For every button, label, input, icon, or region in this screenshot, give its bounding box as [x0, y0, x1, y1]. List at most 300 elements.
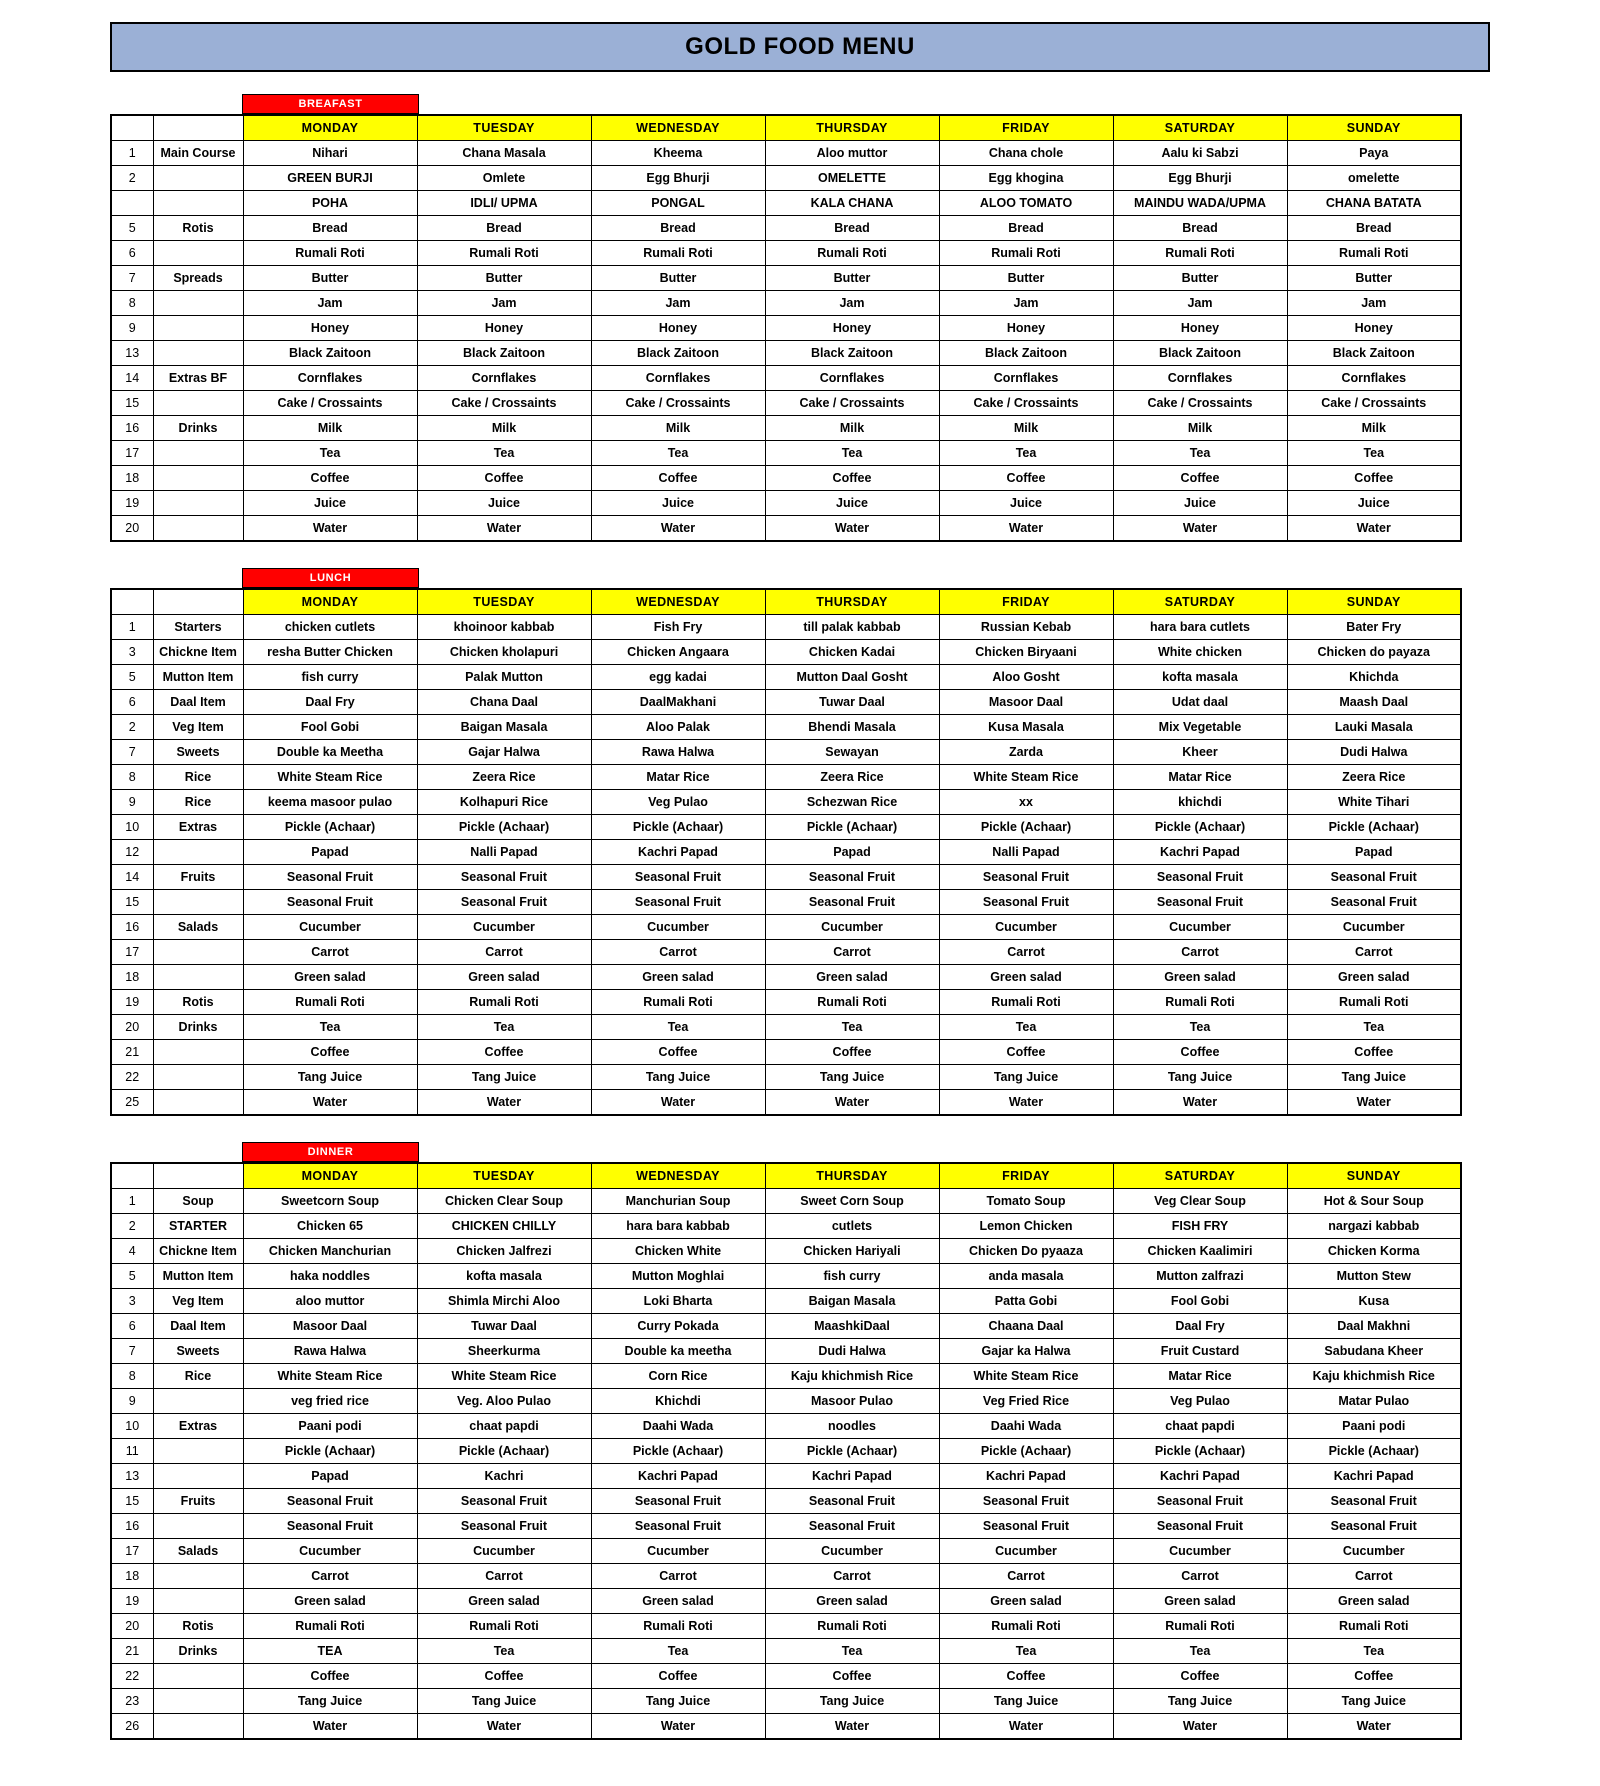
- table-row: [111, 1439, 1461, 1464]
- menu-item-cell: Carrot: [939, 1564, 1113, 1589]
- row-index: 6: [111, 1314, 153, 1339]
- row-category: [153, 316, 243, 341]
- menu-item-cell: Kolhapuri Rice: [417, 790, 591, 815]
- menu-item-cell: Cucumber: [939, 915, 1113, 940]
- table-row: [111, 690, 1461, 715]
- menu-item-cell: Carrot: [243, 940, 417, 965]
- table-row: [111, 1539, 1461, 1564]
- menu-item-cell: Tea: [243, 1015, 417, 1040]
- table-row: [111, 740, 1461, 765]
- section-tag-row: [110, 1142, 1490, 1162]
- menu-item-cell: Tang Juice: [939, 1065, 1113, 1090]
- menu-item-cell: Mix Vegetable: [1113, 715, 1287, 740]
- row-category: [153, 1664, 243, 1689]
- row-category: [153, 1439, 243, 1464]
- menu-item-cell: Seasonal Fruit: [591, 1489, 765, 1514]
- menu-item-cell: Pickle (Achaar): [417, 815, 591, 840]
- menu-item-cell: Coffee: [417, 466, 591, 491]
- menu-item-cell: Coffee: [1287, 1040, 1461, 1065]
- row-index: 26: [111, 1714, 153, 1740]
- menu-item-cell: Tea: [1287, 1015, 1461, 1040]
- menu-item-cell: Milk: [939, 416, 1113, 441]
- menu-item-cell: Jam: [1287, 291, 1461, 316]
- menu-item-cell: Seasonal Fruit: [1287, 1489, 1461, 1514]
- menu-item-cell: Cucumber: [1287, 1539, 1461, 1564]
- row-index: 8: [111, 1364, 153, 1389]
- menu-item-cell: MAINDU WADA/UPMA: [1113, 191, 1287, 216]
- table-row: [111, 241, 1461, 266]
- menu-item-cell: Seasonal Fruit: [417, 865, 591, 890]
- table-row: [111, 1015, 1461, 1040]
- menu-item-cell: Cornflakes: [1287, 366, 1461, 391]
- menu-item-cell: Juice: [591, 491, 765, 516]
- menu-item-cell: Sabudana Kheer: [1287, 1339, 1461, 1364]
- menu-item-cell: Masoor Daal: [243, 1314, 417, 1339]
- menu-table: [110, 1162, 1462, 1740]
- menu-item-cell: Rumali Roti: [591, 241, 765, 266]
- menu-item-cell: Veg Fried Rice: [939, 1389, 1113, 1414]
- menu-item-cell: Seasonal Fruit: [1113, 890, 1287, 915]
- menu-item-cell: Rumali Roti: [939, 990, 1113, 1015]
- menu-item-cell: Chicken do payaza: [1287, 640, 1461, 665]
- menu-item-cell: Pickle (Achaar): [939, 815, 1113, 840]
- row-index: 9: [111, 1389, 153, 1414]
- menu-item-cell: Carrot: [1113, 940, 1287, 965]
- menu-item-cell: Seasonal Fruit: [1287, 865, 1461, 890]
- table-row: [111, 1389, 1461, 1414]
- table-row: [111, 1464, 1461, 1489]
- menu-item-cell: Rumali Roti: [417, 1614, 591, 1639]
- header-day: MONDAY: [243, 1163, 417, 1189]
- menu-item-cell: Green salad: [1113, 1589, 1287, 1614]
- table-row: [111, 940, 1461, 965]
- menu-section: [110, 1142, 1490, 1740]
- row-category: Veg Item: [153, 715, 243, 740]
- header-day: MONDAY: [243, 589, 417, 615]
- menu-item-cell: Rumali Roti: [1287, 241, 1461, 266]
- menu-item-cell: Coffee: [591, 1664, 765, 1689]
- menu-item-cell: Carrot: [591, 1564, 765, 1589]
- tag-spacer-left: [110, 1142, 152, 1162]
- menu-item-cell: Coffee: [1113, 1040, 1287, 1065]
- menu-item-cell: Tang Juice: [1287, 1065, 1461, 1090]
- menu-item-cell: Water: [243, 1714, 417, 1740]
- menu-item-cell: Green salad: [243, 1589, 417, 1614]
- header-day: FRIDAY: [939, 589, 1113, 615]
- menu-item-cell: Aloo muttor: [765, 141, 939, 166]
- menu-item-cell: Coffee: [1287, 1664, 1461, 1689]
- row-index: 5: [111, 665, 153, 690]
- menu-item-cell: Paya: [1287, 141, 1461, 166]
- menu-item-cell: Rumali Roti: [1113, 241, 1287, 266]
- menu-item-cell: IDLI/ UPMA: [417, 191, 591, 216]
- row-category: [153, 441, 243, 466]
- menu-item-cell: Tang Juice: [1287, 1689, 1461, 1714]
- row-index: 7: [111, 266, 153, 291]
- menu-item-cell: Curry Pokada: [591, 1314, 765, 1339]
- menu-item-cell: Water: [1287, 1714, 1461, 1740]
- menu-item-cell: Daal Fry: [243, 690, 417, 715]
- menu-item-cell: Omlete: [417, 166, 591, 191]
- menu-item-cell: Green salad: [939, 965, 1113, 990]
- menu-item-cell: Tea: [765, 441, 939, 466]
- row-category: [153, 1090, 243, 1116]
- menu-item-cell: Coffee: [939, 1040, 1113, 1065]
- menu-item-cell: Veg Pulao: [1113, 1389, 1287, 1414]
- menu-item-cell: Cucumber: [591, 915, 765, 940]
- menu-item-cell: Gajar ka Halwa: [939, 1339, 1113, 1364]
- row-index: 14: [111, 865, 153, 890]
- menu-item-cell: Rumali Roti: [939, 1614, 1113, 1639]
- menu-item-cell: Fool Gobi: [243, 715, 417, 740]
- row-index: 17: [111, 1539, 153, 1564]
- menu-item-cell: White chicken: [1113, 640, 1287, 665]
- row-index: 14: [111, 366, 153, 391]
- menu-item-cell: haka noddles: [243, 1264, 417, 1289]
- menu-item-cell: Seasonal Fruit: [243, 1489, 417, 1514]
- menu-item-cell: Water: [1287, 1090, 1461, 1116]
- menu-item-cell: egg kadai: [591, 665, 765, 690]
- menu-item-cell: Milk: [243, 416, 417, 441]
- menu-item-cell: Coffee: [243, 466, 417, 491]
- header-day: THURSDAY: [765, 1163, 939, 1189]
- header-day: TUESDAY: [417, 1163, 591, 1189]
- row-category: [153, 291, 243, 316]
- menu-item-cell: Coffee: [765, 1040, 939, 1065]
- menu-item-cell: Carrot: [1287, 940, 1461, 965]
- row-category: [153, 1714, 243, 1740]
- row-index: 19: [111, 1589, 153, 1614]
- row-index: 20: [111, 1614, 153, 1639]
- row-index: 1: [111, 615, 153, 640]
- menu-item-cell: Masoor Pulao: [765, 1389, 939, 1414]
- menu-item-cell: Coffee: [591, 466, 765, 491]
- row-index: 20: [111, 516, 153, 542]
- menu-item-cell: Green salad: [1113, 965, 1287, 990]
- menu-item-cell: Matar Rice: [591, 765, 765, 790]
- row-category: [153, 466, 243, 491]
- header-day: SUNDAY: [1287, 115, 1461, 141]
- menu-item-cell: Tang Juice: [765, 1689, 939, 1714]
- menu-item-cell: White Steam Rice: [939, 765, 1113, 790]
- menu-item-cell: Sewayan: [765, 740, 939, 765]
- menu-item-cell: Chicken Manchurian: [243, 1239, 417, 1264]
- menu-item-cell: Rawa Halwa: [243, 1339, 417, 1364]
- menu-item-cell: Papad: [243, 1464, 417, 1489]
- menu-item-cell: Sweetcorn Soup: [243, 1189, 417, 1214]
- menu-item-cell: till palak kabbab: [765, 615, 939, 640]
- menu-item-cell: chicken cutlets: [243, 615, 417, 640]
- menu-item-cell: Milk: [1287, 416, 1461, 441]
- row-category: [153, 1689, 243, 1714]
- header-day: THURSDAY: [765, 589, 939, 615]
- header-day: MONDAY: [243, 115, 417, 141]
- menu-item-cell: Water: [939, 1714, 1113, 1740]
- menu-item-cell: Tang Juice: [243, 1689, 417, 1714]
- row-index: 19: [111, 990, 153, 1015]
- menu-item-cell: Kheer: [1113, 740, 1287, 765]
- menu-item-cell: Kheema: [591, 141, 765, 166]
- menu-item-cell: Chicken Jalfrezi: [417, 1239, 591, 1264]
- menu-item-cell: Papad: [243, 840, 417, 865]
- table-row: [111, 191, 1461, 216]
- menu-item-cell: Dudi Halwa: [1287, 740, 1461, 765]
- header-day: SUNDAY: [1287, 1163, 1461, 1189]
- menu-item-cell: Honey: [591, 316, 765, 341]
- table-row: [111, 1065, 1461, 1090]
- row-category: [153, 491, 243, 516]
- menu-item-cell: Kachri Papad: [1113, 1464, 1287, 1489]
- row-category: Rotis: [153, 216, 243, 241]
- table-row: [111, 1714, 1461, 1740]
- row-index: 13: [111, 1464, 153, 1489]
- row-category: [153, 1389, 243, 1414]
- menu-item-cell: Seasonal Fruit: [243, 890, 417, 915]
- menu-item-cell: Tang Juice: [591, 1065, 765, 1090]
- header-day: SUNDAY: [1287, 589, 1461, 615]
- menu-item-cell: Juice: [243, 491, 417, 516]
- row-category: Chickne Item: [153, 640, 243, 665]
- menu-item-cell: FISH FRY: [1113, 1214, 1287, 1239]
- table-row: [111, 1489, 1461, 1514]
- menu-item-cell: Cucumber: [765, 915, 939, 940]
- row-index: 17: [111, 441, 153, 466]
- row-category: Soup: [153, 1189, 243, 1214]
- menu-item-cell: Seasonal Fruit: [1287, 890, 1461, 915]
- row-category: STARTER: [153, 1214, 243, 1239]
- menu-item-cell: Cucumber: [939, 1539, 1113, 1564]
- menu-item-cell: Loki Bharta: [591, 1289, 765, 1314]
- menu-item-cell: CHANA BATATA: [1287, 191, 1461, 216]
- menu-item-cell: Kachri Papad: [591, 840, 765, 865]
- menu-item-cell: Chana Masala: [417, 141, 591, 166]
- menu-item-cell: Chaana Daal: [939, 1314, 1113, 1339]
- menu-item-cell: Green salad: [243, 965, 417, 990]
- menu-item-cell: Butter: [243, 266, 417, 291]
- menu-item-cell: Zeera Rice: [417, 765, 591, 790]
- menu-item-cell: Milk: [1113, 416, 1287, 441]
- menu-item-cell: Green salad: [417, 1589, 591, 1614]
- table-header-row: [111, 589, 1461, 615]
- table-row: [111, 965, 1461, 990]
- menu-item-cell: Tang Juice: [765, 1065, 939, 1090]
- menu-item-cell: Aalu ki Sabzi: [1113, 141, 1287, 166]
- table-row: [111, 615, 1461, 640]
- menu-item-cell: Water: [243, 1090, 417, 1116]
- menu-item-cell: Jam: [243, 291, 417, 316]
- table-row: [111, 1689, 1461, 1714]
- menu-item-cell: Cucumber: [417, 915, 591, 940]
- section-tag-label: BREAFAST: [242, 94, 419, 114]
- menu-item-cell: Butter: [1287, 266, 1461, 291]
- menu-item-cell: Corn Rice: [591, 1364, 765, 1389]
- menu-item-cell: Matar Pulao: [1287, 1389, 1461, 1414]
- table-row: [111, 416, 1461, 441]
- header-day: TUESDAY: [417, 589, 591, 615]
- table-row: [111, 266, 1461, 291]
- table-row: [111, 316, 1461, 341]
- header-day: THURSDAY: [765, 115, 939, 141]
- menu-item-cell: Cucumber: [1113, 915, 1287, 940]
- row-index: 19: [111, 491, 153, 516]
- row-index: 8: [111, 765, 153, 790]
- table-row: [111, 790, 1461, 815]
- row-category: [153, 1040, 243, 1065]
- menu-item-cell: Jam: [765, 291, 939, 316]
- tag-spacer-mid: [152, 568, 242, 588]
- menu-item-cell: Cucumber: [1287, 915, 1461, 940]
- menu-item-cell: TEA: [243, 1639, 417, 1664]
- row-category: [153, 516, 243, 542]
- menu-item-cell: Water: [765, 1090, 939, 1116]
- row-index: 17: [111, 940, 153, 965]
- row-index: 18: [111, 1564, 153, 1589]
- menu-item-cell: Water: [591, 516, 765, 542]
- menu-item-cell: Nalli Papad: [417, 840, 591, 865]
- menu-item-cell: Tea: [1287, 1639, 1461, 1664]
- menu-item-cell: Seasonal Fruit: [1113, 865, 1287, 890]
- menu-item-cell: Coffee: [417, 1664, 591, 1689]
- menu-item-cell: Kaju khichmish Rice: [1287, 1364, 1461, 1389]
- table-row: [111, 466, 1461, 491]
- row-category: [153, 341, 243, 366]
- row-index: 21: [111, 1040, 153, 1065]
- menu-item-cell: Papad: [765, 840, 939, 865]
- menu-item-cell: Pickle (Achaar): [1113, 1439, 1287, 1464]
- row-category: Starters: [153, 615, 243, 640]
- menu-item-cell: veg fried rice: [243, 1389, 417, 1414]
- row-category: Daal Item: [153, 690, 243, 715]
- row-index: 15: [111, 391, 153, 416]
- menu-item-cell: Pickle (Achaar): [765, 815, 939, 840]
- row-index: 11: [111, 1439, 153, 1464]
- menu-item-cell: Coffee: [243, 1040, 417, 1065]
- menu-item-cell: Coffee: [243, 1664, 417, 1689]
- table-row: [111, 840, 1461, 865]
- table-row: [111, 516, 1461, 542]
- row-index: 7: [111, 1339, 153, 1364]
- menu-item-cell: Coffee: [765, 1664, 939, 1689]
- menu-item-cell: Cake / Crossaints: [1113, 391, 1287, 416]
- menu-item-cell: fish curry: [765, 1264, 939, 1289]
- row-index: 9: [111, 790, 153, 815]
- row-index: 21: [111, 1639, 153, 1664]
- table-row: [111, 1364, 1461, 1389]
- menu-item-cell: Green salad: [591, 1589, 765, 1614]
- table-row: [111, 1289, 1461, 1314]
- menu-item-cell: Rumali Roti: [591, 1614, 765, 1639]
- menu-item-cell: Seasonal Fruit: [1113, 1489, 1287, 1514]
- menu-item-cell: Cornflakes: [1113, 366, 1287, 391]
- menu-item-cell: Cucumber: [591, 1539, 765, 1564]
- row-category: Mutton Item: [153, 1264, 243, 1289]
- section-tag-label: LUNCH: [242, 568, 419, 588]
- menu-item-cell: Green salad: [591, 965, 765, 990]
- menu-item-cell: Water: [417, 1714, 591, 1740]
- row-index: 5: [111, 216, 153, 241]
- table-row: [111, 1040, 1461, 1065]
- menu-item-cell: Coffee: [1113, 1664, 1287, 1689]
- menu-item-cell: Black Zaitoon: [591, 341, 765, 366]
- menu-item-cell: Seasonal Fruit: [417, 1514, 591, 1539]
- row-category: Rice: [153, 790, 243, 815]
- menu-item-cell: Green salad: [765, 965, 939, 990]
- menu-item-cell: Lauki Masala: [1287, 715, 1461, 740]
- tag-spacer-left: [110, 94, 152, 114]
- menu-item-cell: Veg Clear Soup: [1113, 1189, 1287, 1214]
- menu-item-cell: GREEN BURJI: [243, 166, 417, 191]
- menu-item-cell: Egg Bhurji: [1113, 166, 1287, 191]
- menu-item-cell: Pickle (Achaar): [1287, 815, 1461, 840]
- row-category: Rice: [153, 1364, 243, 1389]
- menu-item-cell: Kachri: [417, 1464, 591, 1489]
- header-day: SATURDAY: [1113, 115, 1287, 141]
- menu-item-cell: PONGAL: [591, 191, 765, 216]
- menu-item-cell: Seasonal Fruit: [939, 1514, 1113, 1539]
- menu-item-cell: Green salad: [417, 965, 591, 990]
- row-category: Daal Item: [153, 1314, 243, 1339]
- menu-item-cell: noodles: [765, 1414, 939, 1439]
- menu-item-cell: Water: [1113, 1714, 1287, 1740]
- menu-item-cell: Tang Juice: [417, 1689, 591, 1714]
- table-row: [111, 890, 1461, 915]
- header-day: SATURDAY: [1113, 1163, 1287, 1189]
- menu-item-cell: resha Butter Chicken: [243, 640, 417, 665]
- menu-item-cell: Jam: [417, 291, 591, 316]
- menu-item-cell: Juice: [939, 491, 1113, 516]
- menu-item-cell: Rumali Roti: [765, 241, 939, 266]
- menu-item-cell: Cucumber: [765, 1539, 939, 1564]
- menu-item-cell: White Steam Rice: [417, 1364, 591, 1389]
- menu-item-cell: Cake / Crossaints: [939, 391, 1113, 416]
- menu-item-cell: Bread: [243, 216, 417, 241]
- table-header-row: [111, 115, 1461, 141]
- header-day: WEDNESDAY: [591, 589, 765, 615]
- menu-item-cell: Coffee: [1287, 466, 1461, 491]
- menu-item-cell: Tang Juice: [591, 1689, 765, 1714]
- menu-item-cell: Rumali Roti: [1113, 1614, 1287, 1639]
- menu-item-cell: Rumali Roti: [591, 990, 765, 1015]
- menu-item-cell: Tea: [1113, 441, 1287, 466]
- row-category: Fruits: [153, 865, 243, 890]
- menu-item-cell: Seasonal Fruit: [591, 890, 765, 915]
- menu-item-cell: Seasonal Fruit: [765, 865, 939, 890]
- menu-item-cell: Mutton Daal Gosht: [765, 665, 939, 690]
- row-category: Veg Item: [153, 1289, 243, 1314]
- menu-item-cell: Gajar Halwa: [417, 740, 591, 765]
- row-index: 12: [111, 840, 153, 865]
- menu-item-cell: Butter: [417, 266, 591, 291]
- table-row: [111, 441, 1461, 466]
- menu-item-cell: Nihari: [243, 141, 417, 166]
- menu-item-cell: Rumali Roti: [243, 1614, 417, 1639]
- menu-item-cell: White Steam Rice: [243, 765, 417, 790]
- row-index: 22: [111, 1664, 153, 1689]
- table-row: [111, 1264, 1461, 1289]
- menu-item-cell: omelette: [1287, 166, 1461, 191]
- header-index: [111, 1163, 153, 1189]
- row-category: Drinks: [153, 1015, 243, 1040]
- menu-item-cell: Bread: [591, 216, 765, 241]
- menu-item-cell: Tuwar Daal: [417, 1314, 591, 1339]
- menu-item-cell: Kachri Papad: [765, 1464, 939, 1489]
- menu-item-cell: Water: [417, 1090, 591, 1116]
- row-index: 6: [111, 690, 153, 715]
- menu-item-cell: Bhendi Masala: [765, 715, 939, 740]
- row-category: Rotis: [153, 1614, 243, 1639]
- menu-item-cell: Shimla Mirchi Aloo: [417, 1289, 591, 1314]
- row-index: [111, 191, 153, 216]
